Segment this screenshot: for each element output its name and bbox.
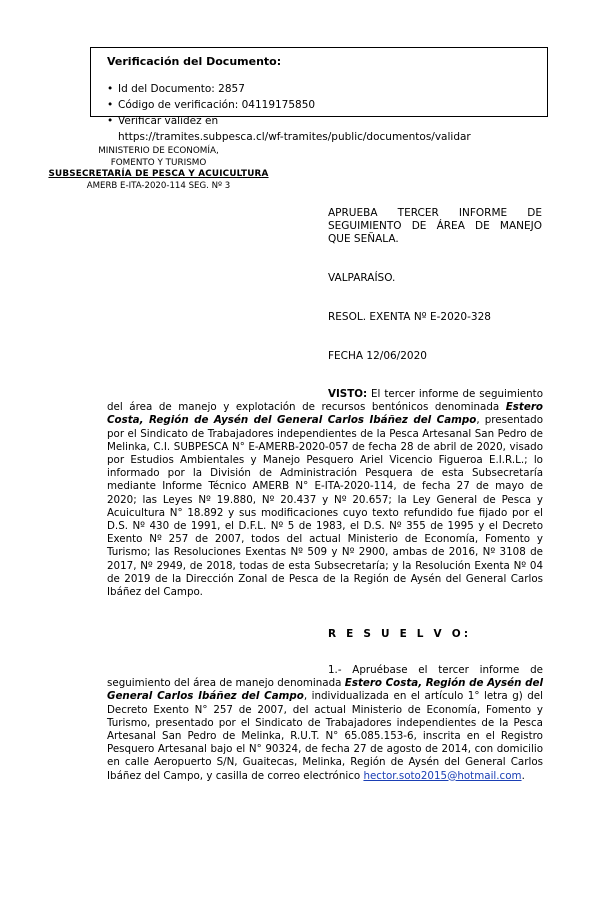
document-id: Id del Documento: 2857: [118, 83, 245, 95]
bullet-icon: •: [107, 99, 114, 111]
verify-label: Verificar validez en: [118, 115, 219, 127]
item-1-text: , individualizada en el artículo 1° letra g) del Decreto Exento N° 257 de 2007, del actual Ministerio de Economía, Fomento y Turismo, presentado por el Sindicato de Trabajadores independientes de la Pesca Artesanal San Pedro de Melinka, R.U.T. N° 65.085.153-6, inscrita en el Registro Pesquero Artesanal bajo el N° 90324, de fecha 27 de agosto de 2014, con domicilio en calle Aeropuerto S/N, Guaitecas, Melinka, Región de Aysén del General Carlos Ibáñez del Campo, y casilla de correo electrónico: [107, 690, 543, 782]
resuelvo-item-1: [107, 664, 543, 783]
ministry-line-2: FOMENTO Y TURISMO: [110, 157, 207, 168]
area-name: Estero Costa, Región de Aysén del General Carlos Ibáñez del Campo: [107, 677, 543, 703]
verification-url[interactable]: https://tramites.subpesca.cl/wf-tramites/public/documentos/validar: [118, 131, 471, 143]
item-1-prefix: 1.- Apruébase el tercer informe de seguimiento del área de manejo denominada: [107, 664, 543, 690]
resolution-date: FECHA 12/06/2020: [328, 350, 427, 362]
list-item: [107, 113, 471, 129]
resolution-subject: [328, 207, 542, 246]
visto-label: VISTO:: [328, 388, 368, 400]
bullet-icon: •: [107, 115, 114, 127]
visto-text-a: El tercer informe de seguimiento del área de manejo y explotación de recursos bentónicos denominada: [107, 388, 543, 414]
subject-line: QUE SEÑALA.: [328, 233, 399, 245]
visto-paragraph: [107, 388, 543, 599]
verification-list: [107, 81, 471, 145]
verification-code: Código de verificación: 04119175850: [118, 99, 316, 111]
ministry-line-1: MINISTERIO DE ECONOMÍA,: [98, 146, 219, 156]
city: VALPARAÍSO.: [328, 272, 396, 284]
verification-title: Verificación del Documento:: [107, 55, 282, 68]
ministry-header: [36, 146, 281, 192]
item-1-end: .: [521, 769, 525, 782]
area-name: Estero Costa, Región de Aysén del General Carlos Ibáñez del Campo: [107, 401, 543, 427]
resuelvo-heading: R E S U E L V O:: [328, 628, 472, 640]
list-item: [107, 81, 471, 97]
reference-code: AMERB E-ITA-2020-114 SEG. Nº 3: [86, 180, 231, 191]
bullet-icon: •: [107, 83, 114, 95]
subject-line: APRUEBA TERCER INFORME DE: [328, 207, 542, 219]
resolution-number: RESOL. EXENTA Nº E-2020-328: [328, 311, 491, 323]
subsecretaria-name: SUBSECRETARÍA DE PESCA Y ACUICULTURA: [48, 169, 269, 179]
visto-text-b: , presentado por el Sindicato de Trabajadores independientes de la Pesca Artesanal San Pedro de Melinka, C.I. SUBPESCA N° E-AMERB-2020-057 de fecha 28 de abril de 2020, visado por Estudios Ambientales y Manejo Pesquero Ariel Vicencio Figueroa E.I.R.L.; lo informado por la División de Administración Pesquera de esta Subsecretaría mediante Informe Técnico AMERB N° E-ITA-2020-114, de fecha 27 de mayo de 2020; las Leyes Nº 19.880, Nº 20.437 y Nº 20.657; la Ley General de Pesca y Acuicultura N° 18.892 y sus modificaciones cuyo texto refundido fue fijado por el D.S. Nº 430 de 1991, el D.F.L. Nº 5 de 1983, el D.S. Nº 355 de 1995 y el Decreto Exento Nº 257 de 2007, todos del actual Ministerio de Economía, Fomento y Turismo; las Resoluciones Exentas Nº 509 y Nº 2900, ambas de 2016, Nº 3108 de 2017, Nº 2949, de 2018, todas de esta Subsecretaría; y la Resolución Exenta Nº 04 de 2019 de la Dirección Zonal de Pesca de la Región de Aysén del General Carlos Ibáñez del Campo.: [107, 414, 544, 599]
email-link[interactable]: hector.soto2015@hotmail.com: [363, 769, 522, 782]
subject-line: SEGUIMIENTO DE ÁREA DE MANEJO: [328, 220, 542, 232]
list-item: [107, 97, 471, 113]
